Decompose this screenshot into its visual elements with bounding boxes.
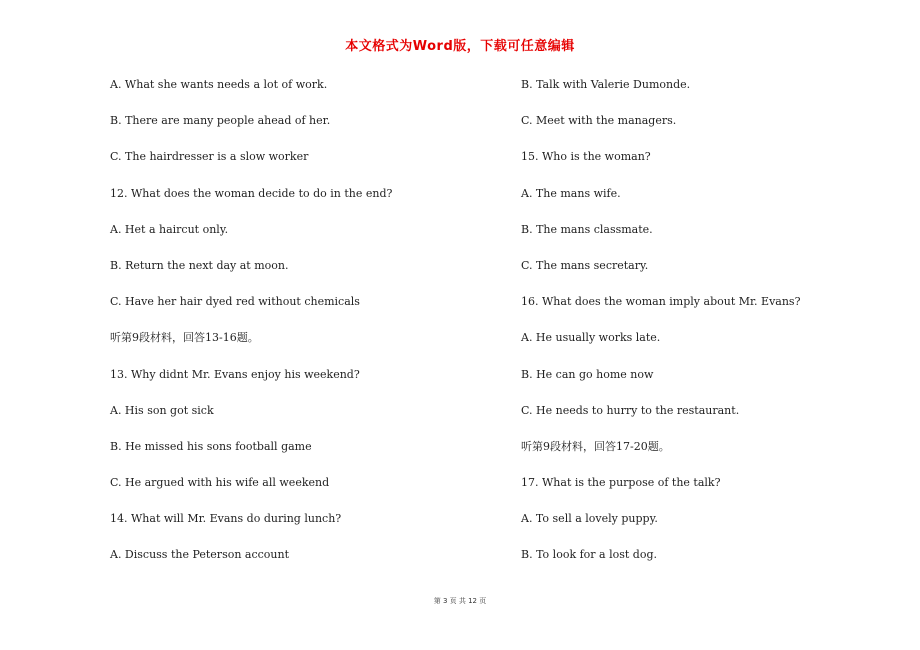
text-line: A. To sell a lovely puppy. (521, 512, 658, 526)
text-line: B. He can go home now (521, 367, 654, 381)
question-line: 15. Who is the woman? (521, 150, 651, 164)
text-line: C. Meet with the managers. (521, 114, 677, 128)
text-line: A. What she wants needs a lot of work. (110, 78, 328, 91)
text-line: C. He needs to hurry to the restaurant. (521, 403, 740, 417)
page-footer: 第 3 页 共 12 页 (433, 597, 487, 605)
text-line: B. He missed his sons football game (110, 439, 312, 453)
text-line: B. There are many people ahead of her. (110, 114, 331, 128)
document-header-title: 本文格式为Word版，下载可任意编辑 (345, 39, 575, 54)
text-line: C. The hairdresser is a slow worker (110, 150, 309, 164)
right-column (521, 76, 851, 583)
question-line: 16. What does the woman imply about Mr. Evans? (521, 295, 801, 309)
question-line: 13. Why didnt Mr. Evans enjoy his weekend? (110, 367, 360, 381)
text-line: B. The mans classmate. (521, 222, 653, 236)
text-line: B. Talk with Valerie Dumonde. (521, 78, 691, 91)
question-line: 17. What is the purpose of the talk? (521, 476, 721, 490)
text-line: A. Discuss the Peterson account (110, 548, 290, 562)
text-line: B. Return the next day at moon. (110, 258, 289, 272)
question-line: 14. What will Mr. Evans do during lunch? (110, 512, 342, 526)
section-instruction: 听第9段材料，回答17-20题。 (521, 439, 670, 453)
section-instruction: 听第9段材料，回答13-16题。 (110, 331, 259, 345)
text-line: B. To look for a lost dog. (521, 548, 658, 562)
text-line: A. Het a haircut only. (110, 222, 229, 236)
text-line: A. The mans wife. (521, 186, 621, 200)
text-line: C. The mans secretary. (521, 258, 649, 272)
text-line: A. His son got sick (110, 403, 214, 417)
question-line: 12. What does the woman decide to do in the end? (110, 186, 393, 200)
text-line: C. Have her hair dyed red without chemicals (110, 295, 360, 309)
left-column (110, 76, 500, 583)
text-line: A. He usually works late. (521, 331, 661, 345)
text-line: C. He argued with his wife all weekend (110, 476, 330, 490)
